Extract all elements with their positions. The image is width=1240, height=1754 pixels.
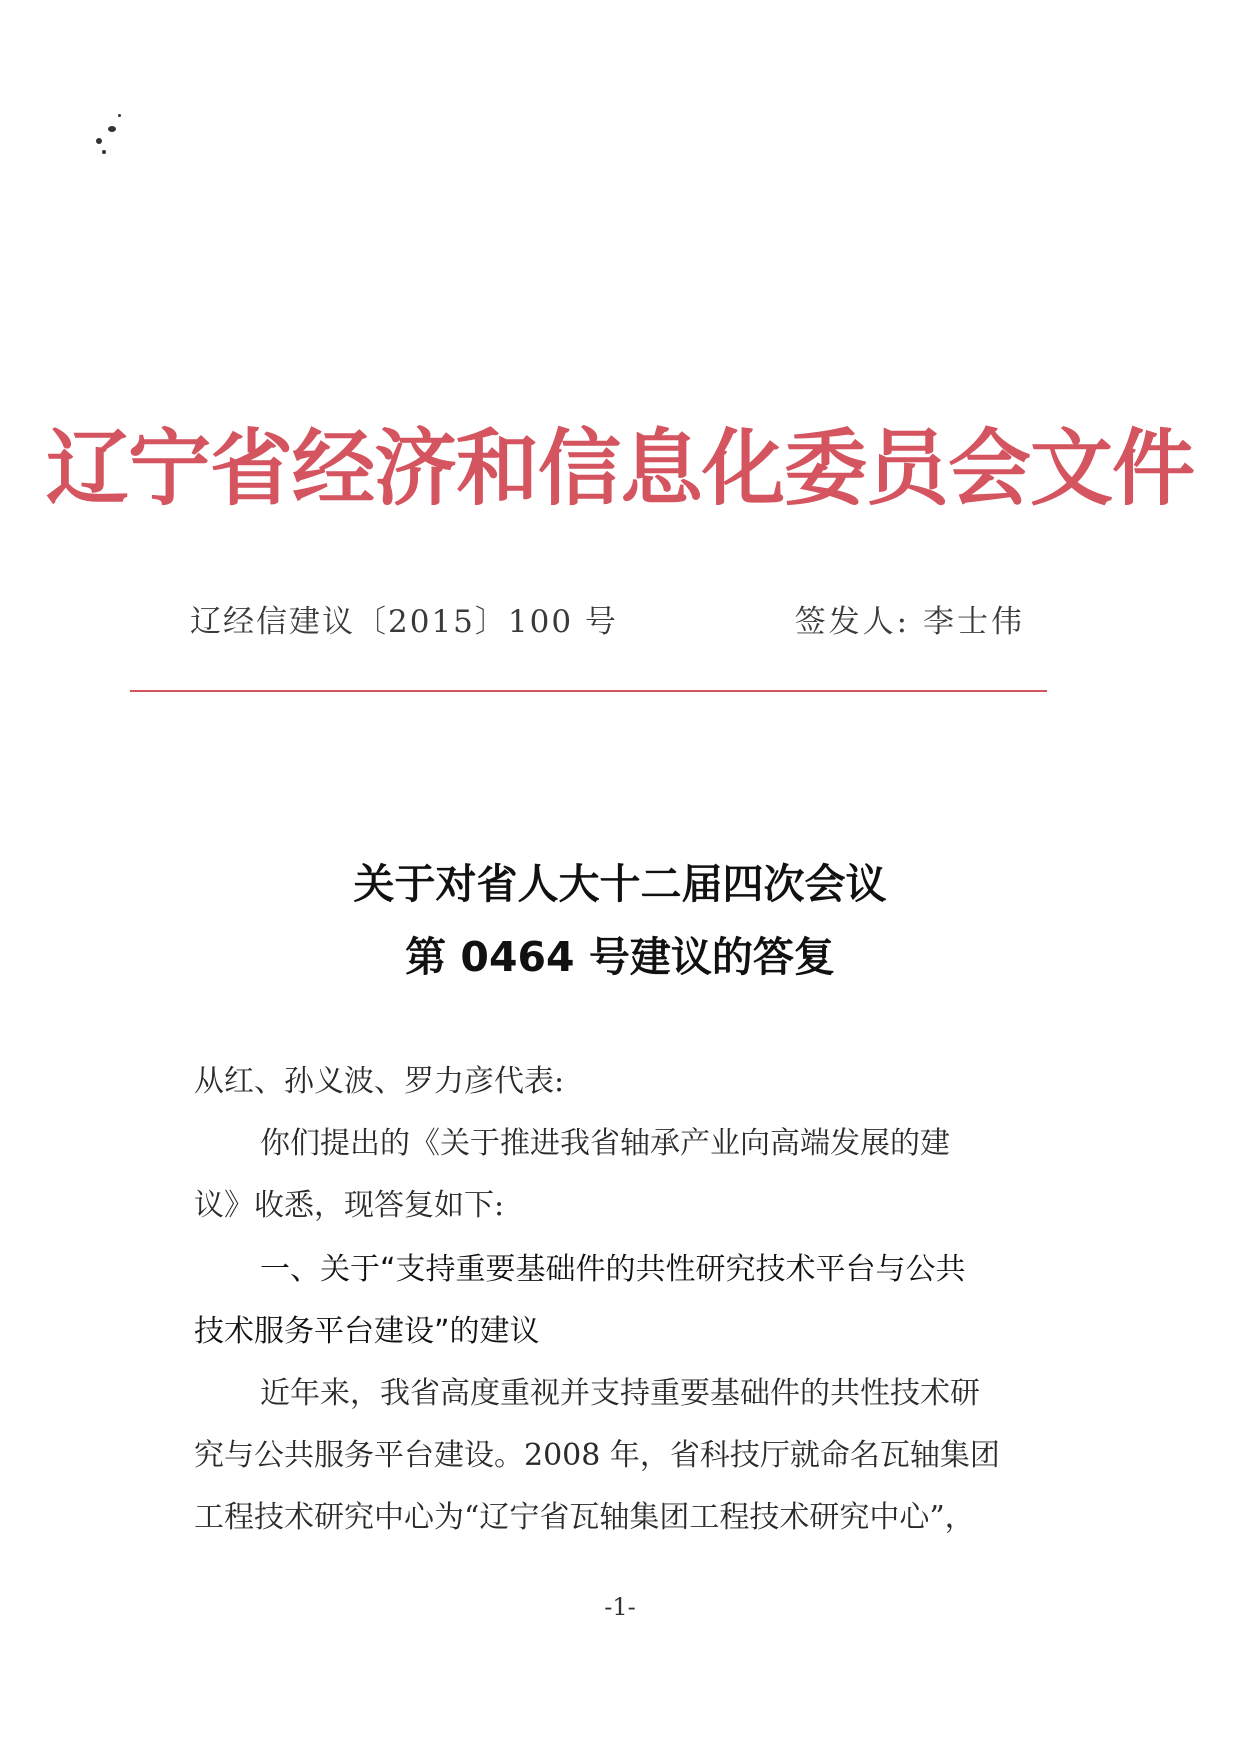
scan-speck [118, 114, 121, 117]
scan-speck [102, 150, 106, 154]
issuing-organization-header: 辽宁省经济和信息化委员会文件 [46, 419, 1194, 517]
salutation: 从红、孙义波、罗力彦代表: [194, 1064, 565, 1099]
scan-speck [96, 138, 102, 144]
signer: 签发人: 李士伟 [794, 604, 1025, 640]
scan-speck [108, 126, 116, 132]
body-line: 议》收悉，现答复如下: [194, 1188, 505, 1223]
document-title-line-1: 关于对省人大十二届四次会议 [353, 860, 887, 908]
body-line: 近年来，我省高度重视并支持重要基础件的共性技术研 [260, 1376, 980, 1411]
document-number: 辽经信建议〔2015〕100 号 [190, 604, 618, 640]
section-heading: 一、关于“支持重要基础件的共性研究技术平台与公共 [260, 1252, 966, 1287]
page-number: -1- [604, 1593, 636, 1621]
section-heading: 技术服务平台建设”的建议 [194, 1314, 540, 1349]
body-line: 工程技术研究中心为“辽宁省瓦轴集团工程技术研究中心”， [194, 1500, 975, 1535]
document-title-line-2: 第 0464 号建议的答复 [405, 933, 835, 981]
body-line: 你们提出的《关于推进我省轴承产业向高端发展的建 [260, 1126, 950, 1161]
body-line: 究与公共服务平台建设。2008 年，省科技厅就命名瓦轴集团 [194, 1438, 1000, 1473]
red-divider-line [130, 690, 1047, 692]
